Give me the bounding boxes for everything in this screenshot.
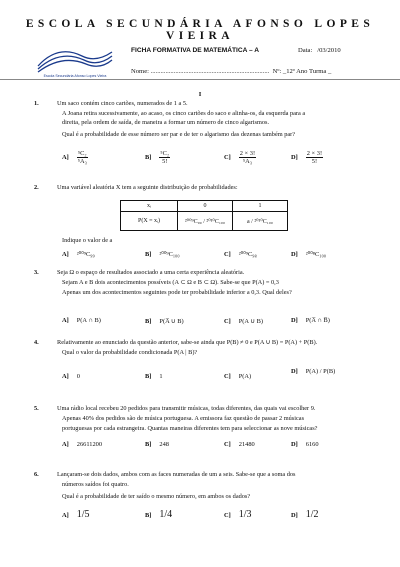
option-c[interactable] [224,373,251,380]
option-label: B] [145,318,152,325]
table-cell: 0 [178,201,233,212]
name-label: Nome: [131,68,149,75]
option-label: A] [62,512,69,519]
answer-text: 21480 [238,441,255,448]
date-label: Data: [298,47,313,54]
question-number: 5. [34,405,39,412]
answer-text: P(A) / P(B) [305,368,336,375]
question-3 [34,269,244,276]
question-text: Uma rádio local recebeu 20 pedidos para transmitir músicas, todas diferentes, das quais vai escolher 9. [57,405,316,412]
option-a[interactable] [62,317,101,324]
table-cell: P(X = xᵢ) [121,212,178,231]
option-a[interactable] [62,150,88,165]
option-d[interactable] [291,509,319,520]
question-text: portuguesas por cada estrangeira. Quantas maneiras diferentes tem para seleccionar as nove músicas? [62,425,318,432]
option-c[interactable] [224,250,257,258]
school-title: ESCOLA SECUNDÁRIA AFONSO LOPES VIEIRA [25,18,375,42]
option-label: D] [291,153,298,161]
answer-text: ²⁰⁰⁹C₁₀₀ [159,251,180,258]
number-label: Nº: [272,68,282,75]
option-b[interactable] [145,441,169,448]
option-label: D] [291,317,298,324]
answer-fraction: $\frac{\text{⁵C₂}}{5!}$ [160,150,170,165]
option-label: D] [291,441,298,448]
question-text: direita, pela ordem de saída, de maneira a formar um número de cinco algarismos. [62,119,270,126]
question-text: Qual o valor da probabilidade condicionada P(A | B)? [62,349,198,356]
question-4 [34,339,317,346]
option-label: C] [224,441,231,448]
option-label: D] [291,251,298,258]
question-6 [34,471,296,478]
option-a[interactable] [62,509,90,520]
option-label: B] [145,441,152,448]
option-label: A] [62,317,69,324]
option-d[interactable] [291,368,335,375]
answer-text: P(A ∩ B) [76,317,101,324]
option-b[interactable] [145,250,180,258]
option-label: D] [291,512,298,519]
question-text: Qual é a probabilidade de esse número ser par e de ter o algarismo das dezenas também par? [62,131,296,138]
option-c[interactable] [224,150,256,165]
answer-text: ²⁰⁰⁹C₉₈ [238,251,257,258]
question-text: Seja Ω o espaço de resultados associado a uma certa experiência aleatória. [57,269,245,276]
school-logo [34,40,116,78]
question-number: 4. [34,339,39,346]
answer-text: 6160 [305,441,319,448]
answer-text: P(A̅ ∪ B) [159,318,184,325]
option-d[interactable] [291,250,326,258]
option-a[interactable] [62,250,95,258]
option-label: C] [224,153,231,161]
section-number: I [198,91,202,98]
name-line: ........................................................................ [150,68,270,75]
question-text: Sejam A e B dois acontecimentos possíveis (A ⊂ Ω e B ⊂ Ω). Sabe-se que P(A) = 0,3 [62,279,279,286]
question-2 [34,184,238,191]
question-text: A Joana retira sucessivamente, ao acaso, os cinco cartões do saco e alinha-os, da esquerda para a [62,110,306,117]
answer-fraction: $\frac{2 \times 3!}{5!}$ [306,150,323,165]
answer-fraction: $\frac{2 \times 3!}{\text{⁵A₃}}$ [239,150,256,165]
option-d[interactable] [291,317,330,324]
question-number: 6. [34,471,39,478]
table-cell: ²⁰⁰⁹C₉₉ / ²⁰¹⁰C₁₀₀ [178,212,233,231]
answer-text: 1/3 [238,509,252,520]
table-cell: 1 [233,201,288,212]
question-text: Relativamente ao enunciado da questão anterior, sabe-se ainda que P(B) ≠ 0 e P(A ∪ B) = P(A) + P(B). [57,339,318,346]
option-c[interactable] [224,509,252,520]
name-field [131,68,331,75]
question-number: 1. [34,100,39,107]
question-number: 2. [34,184,39,191]
question-5 [34,405,315,412]
option-b[interactable] [145,317,184,325]
table-cell: a / ²⁰¹⁰C₁₀₀ [233,212,288,231]
answer-text: P(A) [238,373,252,380]
option-label: B] [145,153,152,161]
question-1 [34,100,188,107]
option-c[interactable] [224,441,255,448]
answer-text: 1 [159,373,163,380]
option-label: C] [224,251,231,258]
option-label: A] [62,251,69,258]
answer-text: 1/2 [305,509,319,520]
answer-text: ²⁰⁰⁸C₁₀₀ [305,251,326,258]
answer-text: P(A ∪ B) [238,318,263,325]
option-d[interactable] [291,150,323,165]
question-text: Um saco contém cinco cartões, numerados de 1 a 5. [57,100,188,107]
worksheet-title: FICHA FORMATIVA DE MATEMÁTICA – A [131,47,259,54]
option-label: A] [62,373,69,380]
probability-table [120,200,288,231]
header-divider [0,79,400,80]
option-d[interactable] [291,441,319,448]
question-text: Qual é a probabilidade de ter saído o mesmo número, em ambos os dados? [62,493,251,500]
option-label: C] [224,512,231,519]
option-label: B] [145,512,152,519]
question-text: Uma variável aleatória X tem a seguinte distribuição de probabilidades: [57,184,238,191]
question-text: Apenas 40% dos pedidos são de música portuguesa. A emissora faz questão de passar 2 músicas [62,415,305,422]
option-label: A] [62,153,69,161]
option-b[interactable] [145,150,170,165]
question-text: Apenas um dos acontecimentos seguintes pode ter probabilidade inferior a 0,3. Qual deles? [62,289,292,296]
answer-text: 1/4 [159,509,173,520]
date-value: /03/2010 [317,47,341,54]
option-b[interactable] [145,373,163,380]
option-label: C] [224,373,231,380]
question-number: 3. [34,269,39,276]
table-cell: xᵢ [121,201,178,212]
question-prompt: Indique o valor de a [62,237,113,244]
question-text: números saídos foi quatro. [62,481,129,488]
option-label: A] [62,441,69,448]
answer-text: 1/5 [76,509,90,520]
option-label: C] [224,318,231,325]
logo-caption: Escola Secundária Afonso Lopes Vieira [43,74,107,78]
answer-fraction: $\frac{\text{⁵C₂}}{\text{⁵A₃}}$ [77,150,87,165]
class-label: _12º Ano Turma _ [282,68,332,75]
option-a[interactable] [62,441,102,448]
answer-text: 26611200 [76,441,103,448]
answer-text: 0 [76,373,80,380]
option-a[interactable] [62,373,80,380]
date-field [298,47,341,54]
option-label: D] [291,368,298,375]
option-label: B] [145,373,152,380]
option-label: B] [145,251,152,258]
answer-text: ²⁰⁰⁹C₉₉ [76,251,95,258]
answer-text: 248 [159,441,169,448]
question-text: Lançaram-se dois dados, ambos com as faces numeradas de um a seis. Sabe-se que a soma dos [57,471,296,478]
answer-text: P(A̅ ∩ B̅) [305,317,330,324]
option-b[interactable] [145,509,172,520]
option-c[interactable] [224,317,263,325]
